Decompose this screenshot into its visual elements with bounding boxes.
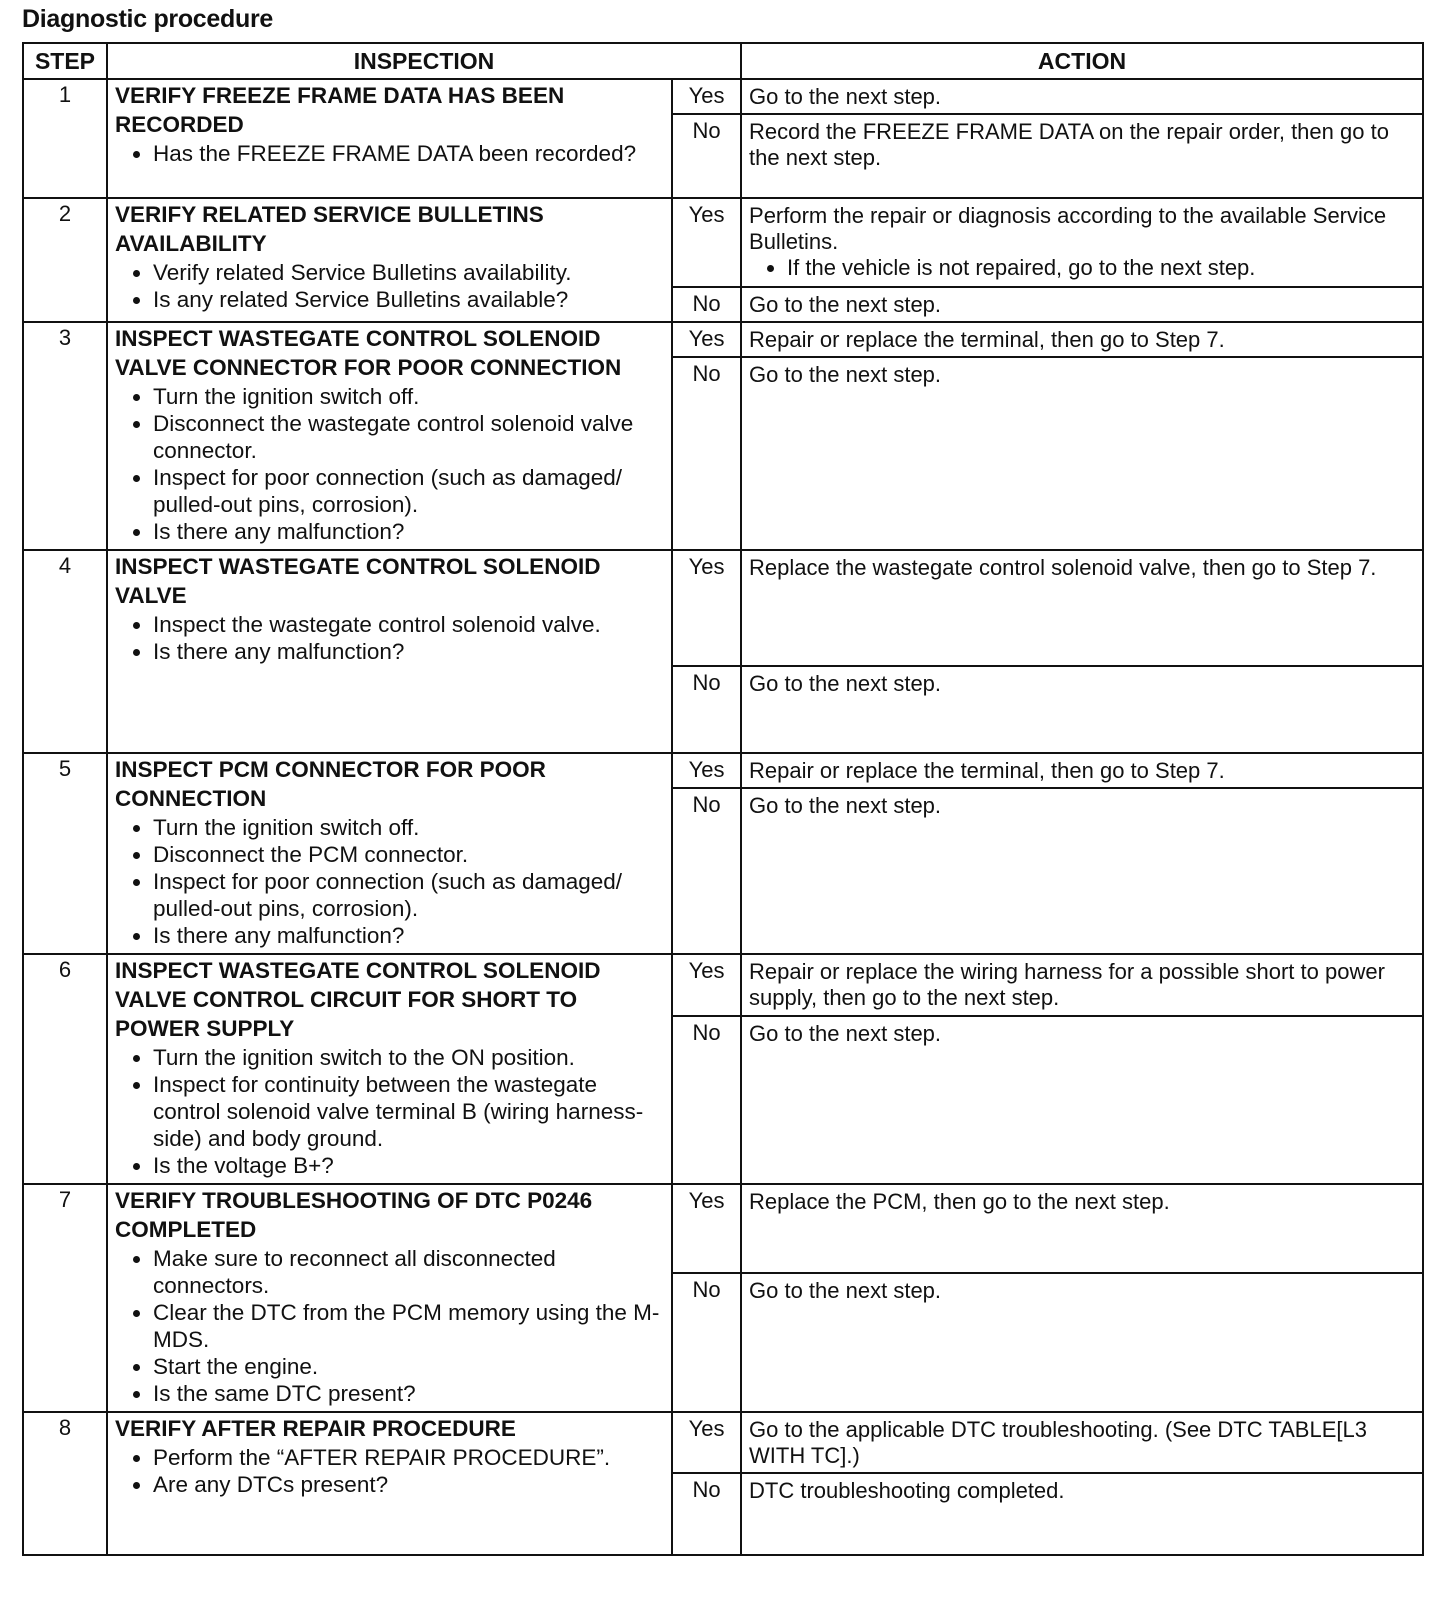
inspection-bullet: • Is there any malfunction? <box>153 518 665 545</box>
inspection-bullet: • Is any related Service Bulletins available? <box>153 286 665 313</box>
inspection-bullet: • Has the FREEZE FRAME DATA been recorded? <box>153 140 665 167</box>
table-body <box>23 79 1423 1555</box>
no-label: No <box>672 1273 741 1412</box>
inspection-bullet: • Is there any malfunction? <box>153 638 665 665</box>
no-action <box>741 114 1423 198</box>
inspection-bullet-list <box>115 259 665 313</box>
yes-action-bullet-list <box>749 255 1414 281</box>
inspection-cell <box>107 198 672 322</box>
diagnostic-table <box>22 42 1424 1556</box>
yes-label: Yes <box>672 550 741 666</box>
inspection-bullet: • Perform the “AFTER REPAIR PROCEDURE”. <box>153 1444 665 1471</box>
table-row <box>23 1412 1423 1473</box>
step-number: 6 <box>23 954 107 1184</box>
yes-action-text: Perform the repair or diagnosis according to the available Service Bulletins. <box>749 203 1387 254</box>
inspection-bullet-list <box>115 1044 665 1179</box>
no-action <box>741 1016 1423 1184</box>
inspection-bullet: • Inspect for poor connection (such as damaged/ pulled-out pins, corrosion). <box>153 868 665 922</box>
inspection-bullet-list <box>115 383 665 545</box>
yes-label: Yes <box>672 79 741 114</box>
inspection-cell <box>107 1412 672 1555</box>
inspection-bullet: • Inspect for continuity between the wastegate control solenoid valve terminal B (wiring harness-side) and body ground. <box>153 1071 665 1152</box>
inspection-bullet-list <box>115 1245 665 1407</box>
step-number: 2 <box>23 198 107 322</box>
no-label: No <box>672 1473 741 1555</box>
inspection-bullet: • Turn the ignition switch to the ON position. <box>153 1044 665 1071</box>
yes-action-text: Go to the applicable DTC troubleshooting. (See DTC TABLE[L3 WITH TC].) <box>749 1417 1367 1468</box>
yes-label: Yes <box>672 198 741 287</box>
no-action <box>741 357 1423 550</box>
no-label: No <box>672 666 741 753</box>
yes-action-text: Repair or replace the terminal, then go to Step 7. <box>749 327 1225 352</box>
no-label: No <box>672 1016 741 1184</box>
inspection-cell <box>107 550 672 753</box>
step-number: 7 <box>23 1184 107 1412</box>
no-action-text: Go to the next step. <box>749 1277 942 1303</box>
no-label: No <box>672 788 741 954</box>
inspection-title: VERIFY RELATED SERVICE BULLETINS AVAILABILITY <box>115 202 544 256</box>
inspection-bullet: • Disconnect the PCM connector. <box>153 841 665 868</box>
step-number: 4 <box>23 550 107 753</box>
yes-action <box>741 753 1423 788</box>
inspection-cell <box>107 1184 672 1412</box>
page-title: Diagnostic procedure <box>22 5 273 33</box>
step-number: 5 <box>23 753 107 954</box>
no-action-text: Go to the next step. <box>749 671 942 696</box>
table-row <box>23 198 1423 287</box>
step-number: 8 <box>23 1412 107 1555</box>
yes-label: Yes <box>672 322 741 357</box>
header-inspection: INSPECTION <box>107 43 741 79</box>
table-row <box>23 550 1423 666</box>
inspection-bullet: • Start the engine. <box>153 1353 665 1380</box>
no-action-text: Go to the next step. <box>749 793 942 818</box>
inspection-bullet: • Make sure to reconnect all disconnected connectors. <box>153 1245 665 1299</box>
yes-action <box>741 79 1423 114</box>
inspection-title: VERIFY TROUBLESHOOTING OF DTC P0246 COMPLETED <box>115 1188 593 1242</box>
no-action <box>741 1273 1423 1412</box>
inspection-title: INSPECT WASTEGATE CONTROL SOLENOID VALVE CONNECTOR FOR POOR CONNECTION <box>115 326 622 380</box>
inspection-bullet: • Is the voltage B+? <box>153 1152 665 1179</box>
no-action <box>741 287 1423 322</box>
yes-action-text: Repair or replace the terminal, then go to Step 7. <box>749 758 1225 783</box>
inspection-bullet: • Verify related Service Bulletins availability. <box>153 259 665 286</box>
no-action-text: Go to the next step. <box>749 362 942 387</box>
no-action <box>741 788 1423 954</box>
yes-action-text: Repair or replace the wiring harness for a possible short to power supply, then go to the next step. <box>749 959 1385 1010</box>
table-row <box>23 1184 1423 1273</box>
inspection-bullet-list <box>115 1444 665 1498</box>
inspection-bullet: • Inspect for poor connection (such as damaged/ pulled-out pins, corrosion). <box>153 464 665 518</box>
inspection-cell <box>107 753 672 954</box>
inspection-title: INSPECT PCM CONNECTOR FOR POOR CONNECTION <box>115 757 546 811</box>
inspection-bullet: • Clear the DTC from the PCM memory using the M-MDS. <box>153 1299 665 1353</box>
table-row <box>23 79 1423 114</box>
no-action-text: Go to the next step. <box>749 292 942 317</box>
inspection-title: VERIFY FREEZE FRAME DATA HAS BEEN RECORDED <box>115 83 565 137</box>
yes-label: Yes <box>672 954 741 1016</box>
no-label: No <box>672 357 741 550</box>
no-action-text: Go to the next step. <box>749 1021 942 1046</box>
yes-action <box>741 1412 1423 1473</box>
yes-label: Yes <box>672 1412 741 1473</box>
yes-action <box>741 550 1423 666</box>
no-action <box>741 1473 1423 1555</box>
no-label: No <box>672 287 741 322</box>
step-number: 1 <box>23 79 107 198</box>
yes-action <box>741 1184 1423 1273</box>
yes-action-text: Go to the next step. <box>749 84 942 109</box>
inspection-title: INSPECT WASTEGATE CONTROL SOLENOID VALVE CONTROL CIRCUIT FOR SHORT TO POWER SUPPLY <box>115 958 601 1041</box>
header-step: STEP <box>23 43 107 79</box>
inspection-bullet-list <box>115 140 665 167</box>
yes-label: Yes <box>672 1184 741 1273</box>
yes-action-text: Replace the wastegate control solenoid valve, then go to Step 7. <box>749 555 1377 580</box>
inspection-bullet: • Turn the ignition switch off. <box>153 383 665 410</box>
table-row <box>23 753 1423 788</box>
no-action <box>741 666 1423 753</box>
inspection-bullet-list <box>115 814 665 949</box>
inspection-title: VERIFY AFTER REPAIR PROCEDURE <box>115 1416 516 1441</box>
header-action: ACTION <box>741 43 1423 79</box>
yes-action <box>741 322 1423 357</box>
inspection-bullet: • Is there any malfunction? <box>153 922 665 949</box>
yes-action <box>741 198 1423 287</box>
no-label: No <box>672 114 741 198</box>
yes-action <box>741 954 1423 1016</box>
inspection-cell <box>107 79 672 198</box>
step-number: 3 <box>23 322 107 550</box>
no-action-text: Record the FREEZE FRAME DATA on the repair order, then go to the next step. <box>749 119 1389 170</box>
yes-label: Yes <box>672 753 741 788</box>
inspection-title: INSPECT WASTEGATE CONTROL SOLENOID VALVE <box>115 554 601 608</box>
inspection-bullet: • Is the same DTC present? <box>153 1380 665 1407</box>
inspection-bullet: • Are any DTCs present? <box>153 1471 665 1498</box>
yes-action-text: Replace the PCM, then go to the next step. <box>749 1189 1170 1214</box>
no-action-text: DTC troubleshooting completed. <box>749 1478 1065 1503</box>
inspection-bullet: • Disconnect the wastegate control solenoid valve connector. <box>153 410 665 464</box>
inspection-cell <box>107 322 672 550</box>
inspection-bullet: • Turn the ignition switch off. <box>153 814 665 841</box>
inspection-cell <box>107 954 672 1184</box>
table-header-row <box>23 43 1423 79</box>
yes-action-bullet: • If the vehicle is not repaired, go to the next step. <box>787 255 1414 281</box>
table-row <box>23 954 1423 1016</box>
table-row <box>23 322 1423 357</box>
inspection-bullet-list <box>115 611 665 665</box>
inspection-bullet: • Inspect the wastegate control solenoid valve. <box>153 611 665 638</box>
